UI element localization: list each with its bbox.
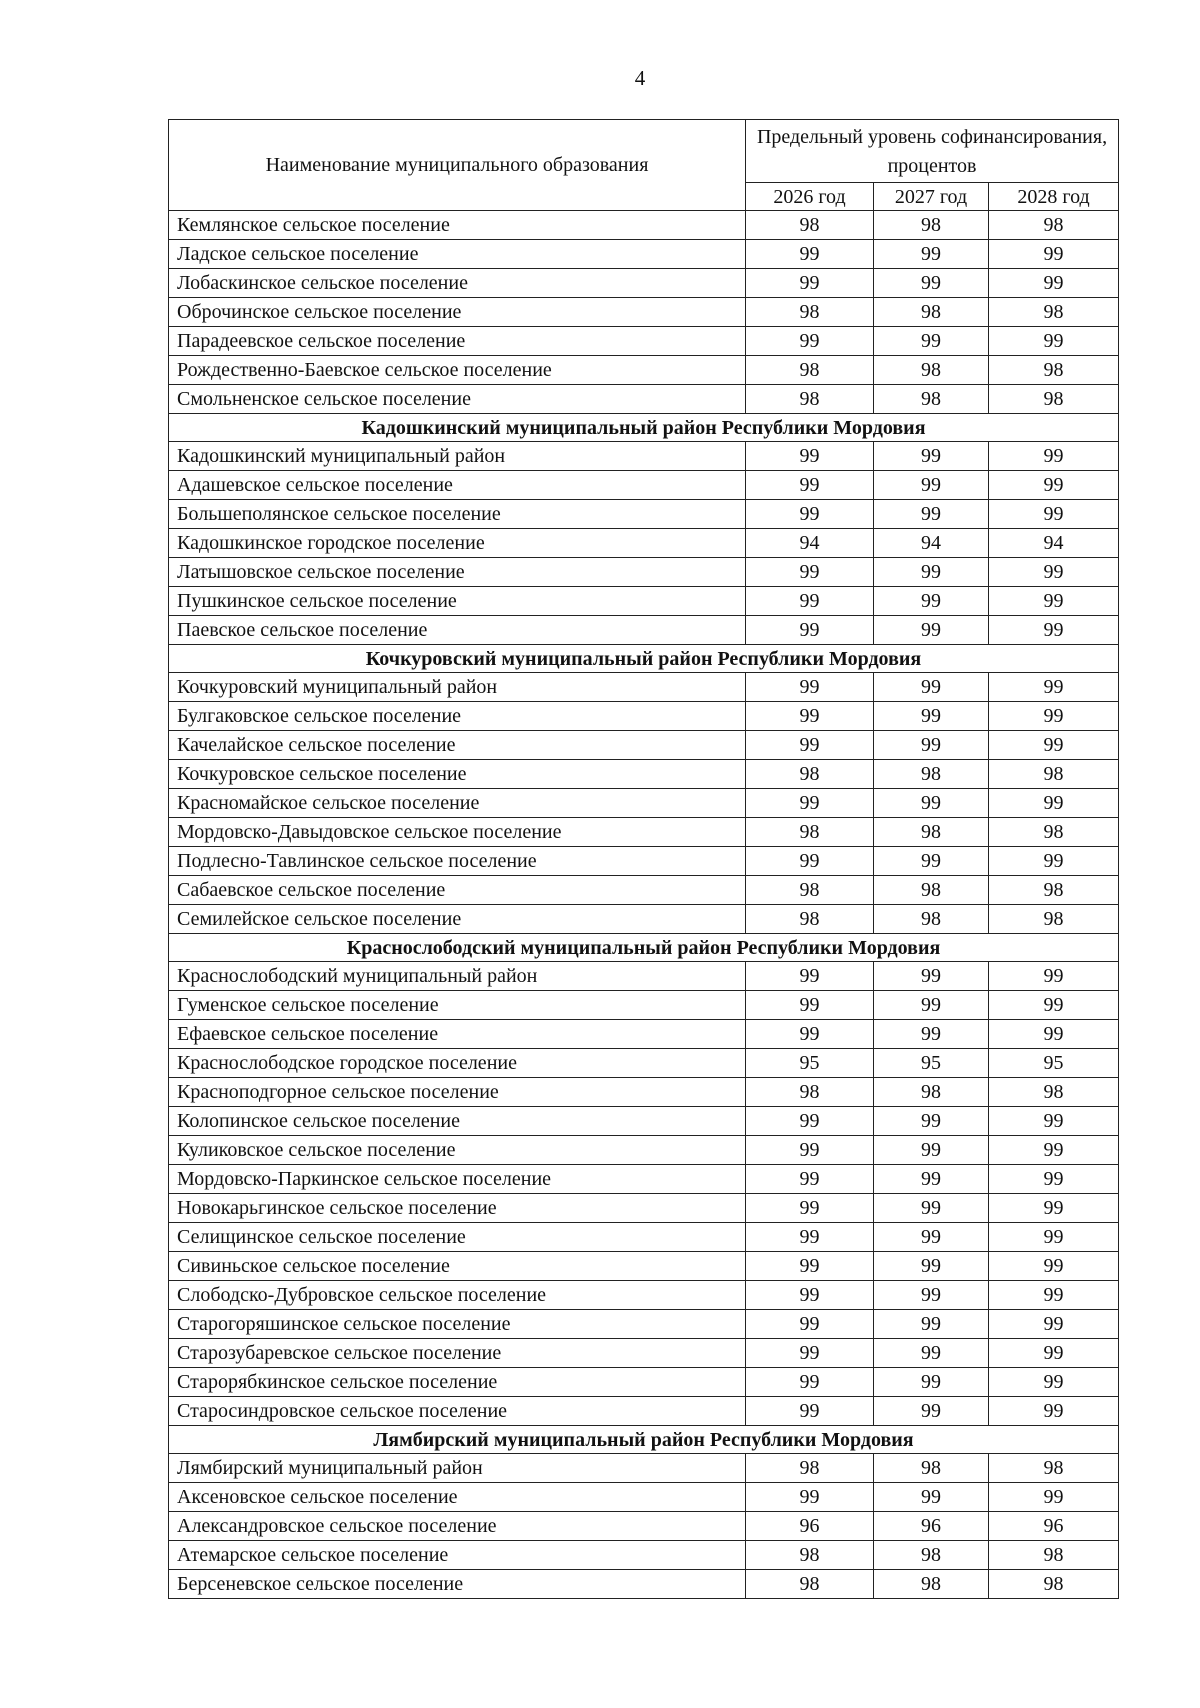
municipality-name: Старорябкинское сельское поселение: [169, 1368, 746, 1397]
municipality-name: Старосиндровское сельское поселение: [169, 1397, 746, 1426]
district-title: Кочкуровский муниципальный район Республики Мордовия: [169, 645, 1119, 673]
value-2028: 99: [989, 327, 1119, 356]
municipality-name: Сабаевское сельское поселение: [169, 876, 746, 905]
table-row: [169, 327, 1119, 356]
value-2027: 98: [874, 818, 989, 847]
municipality-name: Смольненское сельское поселение: [169, 385, 746, 414]
value-2027: 98: [874, 760, 989, 789]
table-row: [169, 702, 1119, 731]
value-2026: 99: [746, 1310, 874, 1339]
value-2027: 94: [874, 529, 989, 558]
value-2026: 99: [746, 558, 874, 587]
value-2028: 99: [989, 1136, 1119, 1165]
value-2027: 98: [874, 1541, 989, 1570]
value-2028: 98: [989, 1541, 1119, 1570]
value-2026: 99: [746, 616, 874, 645]
table-row: [169, 1165, 1119, 1194]
value-2026: 98: [746, 1454, 874, 1483]
table-row: [169, 1368, 1119, 1397]
table-row: [169, 211, 1119, 240]
value-2026: 99: [746, 327, 874, 356]
municipality-name: Рождественно-Баевское сельское поселение: [169, 356, 746, 385]
value-2028: 99: [989, 673, 1119, 702]
municipality-name: Ладское сельское поселение: [169, 240, 746, 269]
value-2028: 98: [989, 1078, 1119, 1107]
district-header-row: [169, 1426, 1119, 1454]
value-2028: 98: [989, 818, 1119, 847]
municipality-name: Александровское сельское поселение: [169, 1512, 746, 1541]
municipality-name: Кочкуровское сельское поселение: [169, 760, 746, 789]
municipality-name: Подлесно-Тавлинское сельское поселение: [169, 847, 746, 876]
municipality-name: Лямбирский муниципальный район: [169, 1454, 746, 1483]
value-2026: 99: [746, 962, 874, 991]
value-2027: 99: [874, 587, 989, 616]
municipality-name: Качелайское сельское поселение: [169, 731, 746, 760]
value-2026: 99: [746, 500, 874, 529]
value-2027: 98: [874, 876, 989, 905]
district-header-row: [169, 934, 1119, 962]
value-2027: 99: [874, 1483, 989, 1512]
value-2027: 98: [874, 356, 989, 385]
table-row: [169, 905, 1119, 934]
table-row: [169, 1397, 1119, 1426]
value-2026: 94: [746, 529, 874, 558]
value-2026: 98: [746, 1541, 874, 1570]
municipality-name: Берсеневское сельское поселение: [169, 1570, 746, 1599]
municipality-name: Адашевское сельское поселение: [169, 471, 746, 500]
district-title: Лямбирский муниципальный район Республики Мордовия: [169, 1426, 1119, 1454]
value-2028: 99: [989, 500, 1119, 529]
municipality-name: Колопинское сельское поселение: [169, 1107, 746, 1136]
value-2026: 99: [746, 1136, 874, 1165]
page-number: 4: [634, 66, 646, 90]
district-title: Кадошкинский муниципальный район Республики Мордовия: [169, 414, 1119, 442]
table-row: [169, 789, 1119, 818]
value-2027: 99: [874, 442, 989, 471]
cofinancing-level-header: Предельный уровень софинансирования, процентов: [746, 120, 1119, 183]
table-row: [169, 818, 1119, 847]
municipality-name: Сивиньское сельское поселение: [169, 1252, 746, 1281]
value-2028: 99: [989, 1165, 1119, 1194]
municipality-name: Латышовское сельское поселение: [169, 558, 746, 587]
table-row: [169, 529, 1119, 558]
value-2027: 98: [874, 298, 989, 327]
municipality-name: Мордовско-Давыдовское сельское поселение: [169, 818, 746, 847]
value-2026: 99: [746, 1397, 874, 1426]
table-body: [169, 211, 1119, 1599]
municipality-name: Оброчинское сельское поселение: [169, 298, 746, 327]
table-row: [169, 1020, 1119, 1049]
municipality-name-header: Наименование муниципального образования: [169, 120, 746, 211]
value-2028: 98: [989, 298, 1119, 327]
table-row: [169, 1223, 1119, 1252]
value-2026: 98: [746, 385, 874, 414]
value-2026: 98: [746, 1078, 874, 1107]
value-2027: 99: [874, 673, 989, 702]
cofinancing-table: [168, 119, 1119, 1599]
value-2026: 98: [746, 905, 874, 934]
value-2028: 99: [989, 702, 1119, 731]
value-2028: 99: [989, 731, 1119, 760]
value-2028: 98: [989, 211, 1119, 240]
municipality-name: Краснослободское городское поселение: [169, 1049, 746, 1078]
year-2026-header: 2026 год: [746, 183, 874, 211]
municipality-name: Старозубаревское сельское поселение: [169, 1339, 746, 1368]
table-row: [169, 298, 1119, 327]
table-row: [169, 1194, 1119, 1223]
value-2026: 99: [746, 1252, 874, 1281]
value-2028: 99: [989, 1368, 1119, 1397]
municipality-name: Парадеевское сельское поселение: [169, 327, 746, 356]
value-2027: 98: [874, 905, 989, 934]
value-2026: 98: [746, 298, 874, 327]
table-row: [169, 616, 1119, 645]
value-2028: 99: [989, 616, 1119, 645]
table-row: [169, 1136, 1119, 1165]
value-2027: 99: [874, 327, 989, 356]
table-row: [169, 442, 1119, 471]
municipality-name: Пушкинское сельское поселение: [169, 587, 746, 616]
value-2027: 99: [874, 789, 989, 818]
table-header-row: [169, 120, 1119, 183]
value-2026: 99: [746, 991, 874, 1020]
table-row: [169, 500, 1119, 529]
table-row: [169, 1483, 1119, 1512]
value-2027: 99: [874, 500, 989, 529]
table-row: [169, 1541, 1119, 1570]
value-2027: 98: [874, 1454, 989, 1483]
value-2028: 99: [989, 269, 1119, 298]
municipality-name: Гуменское сельское поселение: [169, 991, 746, 1020]
municipality-name: Мордовско-Паркинское сельское поселение: [169, 1165, 746, 1194]
value-2028: 98: [989, 1570, 1119, 1599]
value-2028: 95: [989, 1049, 1119, 1078]
value-2026: 99: [746, 1339, 874, 1368]
value-2026: 99: [746, 269, 874, 298]
value-2027: 99: [874, 1165, 989, 1194]
value-2028: 99: [989, 1310, 1119, 1339]
municipality-name: Аксеновское сельское поселение: [169, 1483, 746, 1512]
value-2026: 99: [746, 1020, 874, 1049]
table-row: [169, 1049, 1119, 1078]
value-2027: 99: [874, 1136, 989, 1165]
municipality-name: Красномайское сельское поселение: [169, 789, 746, 818]
value-2028: 99: [989, 1339, 1119, 1368]
value-2028: 98: [989, 760, 1119, 789]
value-2028: 99: [989, 962, 1119, 991]
value-2028: 98: [989, 356, 1119, 385]
value-2026: 98: [746, 211, 874, 240]
value-2027: 99: [874, 1310, 989, 1339]
value-2028: 99: [989, 991, 1119, 1020]
table-row: [169, 1281, 1119, 1310]
value-2028: 99: [989, 1252, 1119, 1281]
value-2026: 98: [746, 876, 874, 905]
municipality-name: Красноподгорное сельское поселение: [169, 1078, 746, 1107]
municipality-name: Семилейское сельское поселение: [169, 905, 746, 934]
value-2028: 99: [989, 1194, 1119, 1223]
municipality-name: Селищинское сельское поселение: [169, 1223, 746, 1252]
value-2026: 99: [746, 1107, 874, 1136]
municipality-name: Краснослободский муниципальный район: [169, 962, 746, 991]
value-2028: 99: [989, 789, 1119, 818]
table-row: [169, 1310, 1119, 1339]
district-title: Краснослободский муниципальный район Республики Мордовия: [169, 934, 1119, 962]
value-2028: 98: [989, 876, 1119, 905]
table-row: [169, 240, 1119, 269]
value-2026: 99: [746, 673, 874, 702]
value-2028: 99: [989, 1223, 1119, 1252]
table-row: [169, 962, 1119, 991]
municipality-name: Лобаскинское сельское поселение: [169, 269, 746, 298]
municipality-name: Атемарское сельское поселение: [169, 1541, 746, 1570]
value-2026: 99: [746, 442, 874, 471]
value-2026: 99: [746, 1483, 874, 1512]
value-2027: 99: [874, 616, 989, 645]
municipality-name: Большеполянское сельское поселение: [169, 500, 746, 529]
table-row: [169, 731, 1119, 760]
value-2028: 94: [989, 529, 1119, 558]
year-2027-header: 2027 год: [874, 183, 989, 211]
value-2027: 98: [874, 211, 989, 240]
value-2026: 99: [746, 847, 874, 876]
value-2027: 98: [874, 1078, 989, 1107]
value-2028: 99: [989, 1020, 1119, 1049]
district-header-row: [169, 645, 1119, 673]
table-row: [169, 1512, 1119, 1541]
value-2027: 99: [874, 240, 989, 269]
value-2028: 99: [989, 847, 1119, 876]
table-row: [169, 1078, 1119, 1107]
municipality-name: Новокарьгинское сельское поселение: [169, 1194, 746, 1223]
table-row: [169, 471, 1119, 500]
table-row: [169, 991, 1119, 1020]
value-2028: 99: [989, 471, 1119, 500]
table-row: [169, 269, 1119, 298]
table-row: [169, 558, 1119, 587]
value-2026: 98: [746, 760, 874, 789]
value-2027: 99: [874, 991, 989, 1020]
value-2026: 99: [746, 789, 874, 818]
value-2027: 95: [874, 1049, 989, 1078]
table-row: [169, 587, 1119, 616]
table-row: [169, 1339, 1119, 1368]
table-row: [169, 385, 1119, 414]
municipality-name: Кадошкинский муниципальный район: [169, 442, 746, 471]
table-row: [169, 1570, 1119, 1599]
year-2028-header: 2028 год: [989, 183, 1119, 211]
value-2026: 99: [746, 1223, 874, 1252]
value-2026: 99: [746, 240, 874, 269]
value-2026: 99: [746, 731, 874, 760]
municipality-name: Ефаевское сельское поселение: [169, 1020, 746, 1049]
value-2026: 98: [746, 1570, 874, 1599]
value-2027: 99: [874, 1281, 989, 1310]
table-row: [169, 673, 1119, 702]
value-2027: 99: [874, 558, 989, 587]
municipality-name: Кочкуровский муниципальный район: [169, 673, 746, 702]
value-2026: 98: [746, 818, 874, 847]
municipality-name: Куликовское сельское поселение: [169, 1136, 746, 1165]
value-2026: 99: [746, 1281, 874, 1310]
table-row: [169, 1107, 1119, 1136]
value-2027: 99: [874, 1020, 989, 1049]
value-2027: 98: [874, 1570, 989, 1599]
municipality-name: Слободско-Дубровское сельское поселение: [169, 1281, 746, 1310]
value-2026: 99: [746, 1165, 874, 1194]
value-2026: 99: [746, 702, 874, 731]
municipality-name: Кемлянское сельское поселение: [169, 211, 746, 240]
value-2027: 99: [874, 1368, 989, 1397]
value-2026: 95: [746, 1049, 874, 1078]
district-header-row: [169, 414, 1119, 442]
value-2028: 99: [989, 558, 1119, 587]
value-2028: 99: [989, 587, 1119, 616]
value-2027: 99: [874, 471, 989, 500]
value-2028: 99: [989, 1483, 1119, 1512]
value-2026: 99: [746, 1194, 874, 1223]
table-row: [169, 356, 1119, 385]
value-2027: 99: [874, 1339, 989, 1368]
value-2027: 99: [874, 1252, 989, 1281]
municipality-name: Кадошкинское городское поселение: [169, 529, 746, 558]
value-2027: 99: [874, 1223, 989, 1252]
municipality-name: Старогоряшинское сельское поселение: [169, 1310, 746, 1339]
value-2028: 99: [989, 240, 1119, 269]
value-2027: 98: [874, 385, 989, 414]
value-2027: 99: [874, 1397, 989, 1426]
value-2028: 98: [989, 1454, 1119, 1483]
table-row: [169, 1454, 1119, 1483]
value-2027: 99: [874, 1107, 989, 1136]
municipality-name: Паевское сельское поселение: [169, 616, 746, 645]
value-2026: 98: [746, 356, 874, 385]
value-2027: 99: [874, 731, 989, 760]
value-2026: 96: [746, 1512, 874, 1541]
table-row: [169, 876, 1119, 905]
value-2027: 99: [874, 269, 989, 298]
value-2027: 99: [874, 702, 989, 731]
municipality-name: Булгаковское сельское поселение: [169, 702, 746, 731]
value-2026: 99: [746, 471, 874, 500]
table-row: [169, 1252, 1119, 1281]
value-2028: 99: [989, 1107, 1119, 1136]
value-2027: 99: [874, 1194, 989, 1223]
value-2027: 99: [874, 962, 989, 991]
value-2028: 96: [989, 1512, 1119, 1541]
value-2026: 99: [746, 587, 874, 616]
table-row: [169, 847, 1119, 876]
value-2028: 98: [989, 905, 1119, 934]
value-2027: 99: [874, 847, 989, 876]
value-2028: 99: [989, 1281, 1119, 1310]
value-2028: 98: [989, 385, 1119, 414]
table-row: [169, 760, 1119, 789]
value-2026: 99: [746, 1368, 874, 1397]
value-2027: 96: [874, 1512, 989, 1541]
value-2028: 99: [989, 1397, 1119, 1426]
value-2028: 99: [989, 442, 1119, 471]
